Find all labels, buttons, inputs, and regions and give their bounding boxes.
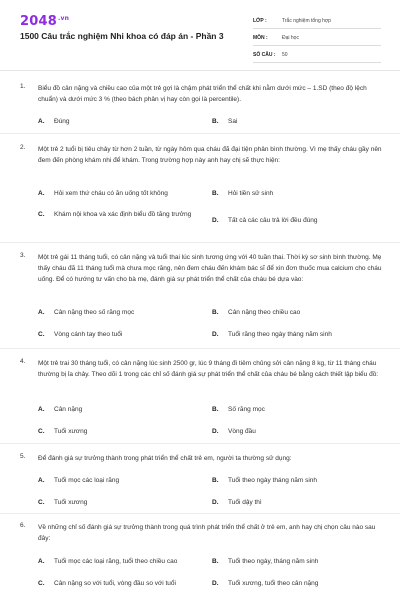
option-letter: B. (212, 309, 219, 316)
option-c[interactable] (38, 427, 87, 437)
option-letter: A. (38, 558, 45, 565)
option-b[interactable] (212, 117, 237, 127)
option-text: Tuổi dậy thì (228, 499, 262, 506)
option-text: Cân nặng theo số răng mọc (54, 309, 135, 316)
site-logo[interactable] (20, 14, 69, 29)
option-letter: C. (38, 580, 45, 587)
option-text: Cân nặng (54, 406, 83, 413)
option-text: Đúng (54, 118, 70, 125)
option-text: Tuổi xương (54, 428, 88, 435)
option-c[interactable] (38, 330, 122, 340)
question-text: Về những chỉ số đánh giá sự trưởng thành trong quá trình phát triển thể chất ở trẻ em, anh hay chị chọn câu nào sau đây: (38, 524, 376, 542)
question-text: Một trẻ gái 11 tháng tuổi, có cân nặng và tuổi thai lúc sinh tương ứng với 40 tuần thai. Thời kỳ sơ sinh bình thường. Mẹ thấy cháu đã 11 tháng tuổi mà chưa mọc răng, nên đem cháu đến khám bác sĩ để xin đơn thuốc mua calcium cho cháu uống. Để có hướng tư vấn cho bà mẹ, đánh giá sự phát triển thể chất của cháu bé dựa vào: (38, 254, 382, 283)
option-a[interactable] (38, 476, 119, 486)
logo-tld: .vn (57, 14, 70, 22)
option-b[interactable] (212, 189, 273, 199)
meta-value: Đại học (282, 35, 299, 41)
question-number: 1. (20, 83, 26, 90)
option-d[interactable] (212, 498, 262, 508)
option-letter: C. (38, 499, 45, 506)
option-text: Hỏi tiền sử sinh (228, 190, 274, 197)
question-text: Một trẻ trai 30 tháng tuổi, có cân nặng lúc sinh 2500 gr, lúc 9 tháng đi tiêm chủng sởi cân nặng 8 kg, từ 11 tháng cháu thường bị ỉa chảy. Theo dõi 1 trong các chỉ số đánh giá sự phát triển thể chất của cháu bé bằng cách thiết lập biểu đồ: (38, 360, 379, 378)
option-text: Khám nội khoa và xác định biểu đồ tăng trưởng (54, 211, 192, 218)
meta-label: SỐ CÂU : (253, 52, 276, 58)
option-a[interactable] (38, 189, 168, 199)
option-text: Hỏi xem thứ cháu có ăn uống tốt không (54, 190, 168, 197)
option-text: Vòng đầu (228, 428, 256, 435)
option-letter: C. (38, 331, 45, 338)
option-letter: A. (38, 190, 45, 197)
option-text: Cân nặng theo chiều cao (228, 309, 301, 316)
meta-row-count (253, 48, 381, 63)
option-letter: D. (212, 331, 219, 338)
option-a[interactable] (38, 557, 177, 567)
question-divider (0, 443, 400, 444)
option-letter: D. (212, 499, 219, 506)
option-c[interactable] (38, 579, 176, 589)
option-a[interactable] (38, 405, 82, 415)
option-text: Cân nặng so với tuổi, vòng đầu so với tuổi (54, 580, 176, 587)
meta-row-class (253, 14, 381, 29)
option-text: Tuổi răng theo ngày tháng năm sinh (228, 331, 332, 338)
option-text: Tuổi mọc các loại răng (54, 477, 120, 484)
option-b[interactable] (212, 476, 317, 486)
option-letter: C. (38, 211, 45, 218)
option-letter: A. (38, 406, 45, 413)
option-text: Tuổi theo ngày, tháng năm sinh (228, 558, 319, 565)
meta-label: LỚP : (253, 18, 267, 24)
option-letter: D. (212, 428, 219, 435)
option-d[interactable] (212, 579, 318, 589)
meta-label: MÔN : (253, 35, 268, 41)
option-a[interactable] (38, 308, 134, 318)
page-header (0, 0, 400, 72)
option-letter: C. (38, 428, 45, 435)
option-letter: B. (212, 558, 219, 565)
question-number: 4. (20, 358, 26, 365)
option-text: Tuổi xương, tuổi theo cân nặng (228, 580, 319, 587)
option-text: Tất cả các câu trả lời đều đúng (228, 217, 318, 224)
logo-main: 2048 (20, 14, 57, 29)
meta-value: 50 (282, 52, 288, 58)
option-letter: A. (38, 477, 45, 484)
option-text: Vòng cánh tay theo tuổi (54, 331, 123, 338)
question-divider (0, 513, 400, 514)
option-text: Tuổi xương (54, 499, 88, 506)
option-letter: B. (212, 477, 219, 484)
option-letter: D. (212, 217, 219, 224)
question-text: Để đánh giá sự trưởng thành trong phát triển thể chất trẻ em, người ta thường sử dụng: (38, 455, 292, 462)
option-letter: B. (212, 118, 219, 125)
option-c[interactable] (38, 210, 206, 220)
question-divider (0, 133, 400, 134)
option-text: Tuổi theo ngày tháng năm sinh (228, 477, 318, 484)
option-d[interactable] (212, 427, 256, 437)
option-b[interactable] (212, 405, 265, 415)
option-c[interactable] (38, 498, 87, 508)
option-a[interactable] (38, 117, 70, 127)
question-number: 5. (20, 453, 26, 460)
header-divider (0, 70, 400, 71)
option-text: Sai (228, 118, 238, 125)
document-title: 1500 Câu trắc nghiệm Nhi khoa có đáp án - Phần 3 (20, 31, 224, 41)
option-letter: D. (212, 580, 219, 587)
meta-row-subject (253, 31, 381, 46)
option-b[interactable] (212, 557, 318, 567)
question-number: 6. (20, 522, 26, 529)
option-text: Số răng mọc (228, 406, 265, 413)
meta-table (253, 14, 381, 65)
option-b[interactable] (212, 308, 300, 318)
option-letter: B. (212, 406, 219, 413)
option-letter: A. (38, 309, 45, 316)
question-text: Biểu đồ cân nặng và chiều cao của một trẻ gợi là chậm phát triển thể chất khi nằm dưới mức – 1.SD (theo độ lệch chuẩn) và dưới mức 3 % (theo bách phân vị hay còn gọi là percentile). (38, 85, 367, 103)
option-letter: A. (38, 118, 45, 125)
question-divider (0, 242, 400, 243)
question-divider (0, 348, 400, 349)
question-number: 3. (20, 252, 26, 259)
option-d[interactable] (212, 216, 318, 226)
meta-value: Trắc nghiệm tổng hợp (282, 18, 331, 24)
option-d[interactable] (212, 330, 332, 340)
option-letter: B. (212, 190, 219, 197)
question-text: Một trẻ 2 tuổi bị tiêu chảy từ hơn 2 tuần, từ ngày hôm qua cháu đã đại tiện phân bình thường. Vì mẹ thấy cháu gầy nên đem đến phòng khám nhi để khám. Trong trường hợp này anh hay chị sẽ thực hiện: (38, 146, 382, 164)
option-text: Tuổi mọc các loại răng, tuổi theo chiều cao (54, 558, 178, 565)
question-number: 2. (20, 144, 26, 151)
